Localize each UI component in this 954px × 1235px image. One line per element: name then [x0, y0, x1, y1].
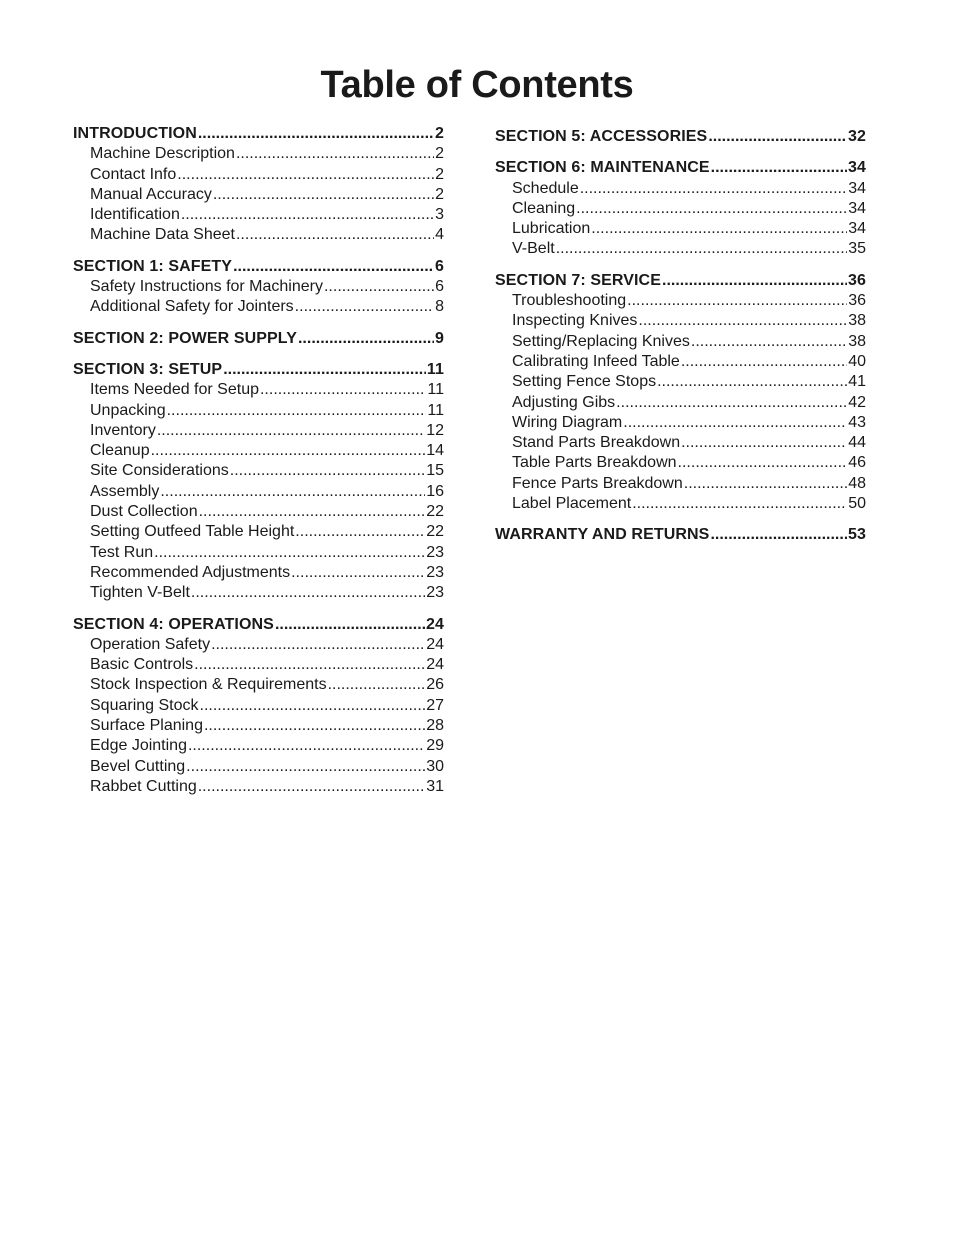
page-number: 11 [427, 381, 444, 399]
toc-entry-stock-inspection-requirements[interactable] [73, 675, 444, 695]
page-number: 23 [426, 584, 444, 602]
page-number: 43 [848, 413, 866, 431]
entry-label: Lubrication [512, 220, 591, 238]
page-number: 24 [426, 635, 444, 653]
toc-entry-setting-replacing-knives[interactable] [495, 332, 866, 352]
page-number: 34 [848, 179, 866, 197]
toc-entry-lubrication[interactable] [495, 219, 866, 239]
toc-entry-basic-controls[interactable] [73, 655, 444, 675]
toc-entry-setting-fence-stops[interactable] [495, 372, 866, 392]
page-number: 35 [848, 240, 866, 258]
dot-leader [556, 239, 848, 259]
page-number: 40 [848, 352, 866, 370]
page-number: 12 [426, 421, 444, 439]
dot-leader [199, 502, 426, 522]
toc-entry-operation-safety[interactable] [73, 635, 444, 655]
dot-leader [657, 372, 847, 392]
section-heading: SECTION 1: SAFETY [73, 257, 233, 275]
page-number: 41 [848, 373, 866, 391]
dot-leader [236, 144, 434, 164]
entry-label: Inspecting Knives [512, 312, 638, 330]
toc-section-group [73, 615, 444, 798]
toc-entry-adjusting-gibs[interactable] [495, 393, 866, 413]
dot-leader [616, 393, 847, 413]
entry-label: Test Run [90, 543, 154, 561]
toc-section-section-1-safety[interactable] [73, 257, 444, 277]
page-number: 15 [426, 462, 444, 480]
entry-label: Contact Info [90, 165, 177, 183]
page-number: 2 [435, 125, 444, 142]
toc-entry-contact-info[interactable] [73, 165, 444, 185]
toc-section-section-6-maintenance[interactable] [495, 158, 866, 178]
toc-entry-inventory[interactable] [73, 421, 444, 441]
entry-label: Schedule [512, 179, 579, 197]
dot-leader [298, 329, 434, 349]
page-number: 9 [435, 329, 444, 347]
dot-leader [591, 219, 847, 239]
dot-leader [662, 271, 847, 291]
page-number: 50 [848, 495, 866, 513]
dot-leader [200, 696, 426, 716]
entry-label: Setting/Replacing Knives [512, 332, 690, 350]
entry-label: Wiring Diagram [512, 413, 623, 431]
page-number: 4 [435, 226, 444, 244]
page-number: 24 [426, 615, 444, 633]
page-number: 38 [848, 332, 866, 350]
entry-label: Assembly [90, 482, 160, 500]
toc-section-group [73, 329, 444, 349]
entry-label: Manual Accuracy [90, 185, 212, 203]
entry-label: Cleanup [90, 442, 150, 460]
toc-section-section-4-operations[interactable] [73, 615, 444, 635]
toc-entry-identification[interactable] [73, 205, 444, 225]
dot-leader [638, 311, 847, 331]
dot-leader [691, 332, 847, 352]
entry-label: Operation Safety [90, 635, 211, 653]
page-number: 34 [848, 220, 866, 238]
toc-section-section-3-setup[interactable] [73, 360, 444, 380]
dot-leader [328, 675, 426, 695]
dot-leader [223, 360, 426, 380]
entry-label: Squaring Stock [90, 696, 199, 714]
entry-label: Surface Planing [90, 717, 203, 735]
toc-entry-cleaning[interactable] [495, 199, 866, 219]
dot-leader [167, 401, 427, 421]
dot-leader [154, 543, 425, 563]
page-number: 6 [435, 278, 444, 296]
entry-label: Machine Data Sheet [90, 226, 235, 244]
dot-leader [191, 583, 425, 603]
section-heading: WARRANTY AND RETURNS [495, 526, 710, 544]
dot-leader [681, 433, 847, 453]
toc-section-section-5-accessories[interactable] [495, 127, 866, 147]
entry-label: Fence Parts Breakdown [512, 474, 683, 492]
page-number: 32 [848, 128, 866, 145]
toc-entry-schedule[interactable] [495, 179, 866, 199]
entry-label: Edge Jointing [90, 737, 187, 755]
toc-entry-machine-description[interactable] [73, 144, 444, 164]
dot-leader [157, 421, 425, 441]
toc-entry-tighten-v-belt[interactable] [73, 583, 444, 603]
section-heading: SECTION 2: POWER SUPPLY [73, 329, 297, 347]
entry-label: Stand Parts Breakdown [512, 434, 681, 452]
dot-leader [211, 635, 425, 655]
entry-label: Dust Collection [90, 503, 198, 521]
toc-section-group [495, 525, 866, 545]
dot-leader [177, 165, 434, 185]
toc-entry-squaring-stock[interactable] [73, 696, 444, 716]
dot-leader [632, 494, 847, 514]
dot-leader [233, 257, 434, 277]
toc-entry-wiring-diagram[interactable] [495, 413, 866, 433]
entry-label: Additional Safety for Jointers [90, 298, 294, 316]
entry-label: Items Needed for Setup [90, 381, 259, 399]
page-number: 53 [848, 526, 866, 544]
toc-entry-unpacking[interactable] [73, 401, 444, 421]
page-number: 8 [435, 298, 444, 316]
dot-leader [236, 225, 434, 245]
section-heading: SECTION 3: SETUP [73, 360, 223, 378]
entry-label: Identification [90, 206, 180, 224]
dot-leader [684, 474, 847, 494]
page-number: 2 [435, 185, 444, 203]
toc-section-group [495, 271, 866, 515]
toc-entry-test-run[interactable] [73, 543, 444, 563]
dot-leader [198, 777, 425, 797]
entry-label: Calibrating Infeed Table [512, 352, 680, 370]
toc-section-group [73, 124, 444, 246]
toc-entry-dust-collection[interactable] [73, 502, 444, 522]
page-number: 34 [848, 199, 866, 217]
toc-entry-bevel-cutting[interactable] [73, 757, 444, 777]
entry-label: Cleaning [512, 199, 576, 217]
dot-leader [295, 297, 434, 317]
toc-section-section-2-power-supply[interactable] [73, 329, 444, 349]
entry-label: Label Placement [512, 495, 632, 513]
toc-entry-label-placement[interactable] [495, 494, 866, 514]
entry-label: Setting Fence Stops [512, 373, 657, 391]
page-number: 29 [426, 737, 444, 755]
toc-entry-assembly[interactable] [73, 482, 444, 502]
entry-label: Unpacking [90, 401, 166, 419]
dot-leader [275, 615, 425, 635]
toc-entry-safety-instructions-for-machinery[interactable] [73, 277, 444, 297]
dot-leader [181, 205, 434, 225]
page-number: 26 [426, 676, 444, 694]
page-number: 2 [435, 145, 444, 163]
toc-entry-table-parts-breakdown[interactable] [495, 453, 866, 473]
toc-entry-inspecting-knives[interactable] [495, 311, 866, 331]
page-number: 11 [427, 401, 444, 419]
page-number: 2 [435, 165, 444, 183]
entry-label: Table Parts Breakdown [512, 454, 677, 472]
page-title: Table of Contents [320, 64, 634, 106]
page-number: 34 [848, 159, 866, 177]
entry-label: Recommended Adjustments [90, 563, 291, 581]
entry-label: Setting Outfeed Table Height [90, 523, 295, 541]
section-heading: INTRODUCTION [73, 125, 197, 142]
dot-leader [711, 158, 847, 178]
entry-label: Basic Controls [90, 656, 194, 674]
toc-entry-rabbet-cutting[interactable] [73, 777, 444, 797]
page-number: 3 [435, 206, 444, 224]
dot-leader [678, 453, 848, 473]
toc-entry-items-needed-for-setup[interactable] [73, 380, 444, 400]
toc-entry-site-considerations[interactable] [73, 461, 444, 481]
dot-leader [291, 563, 425, 583]
dot-leader [295, 522, 425, 542]
toc-entry-stand-parts-breakdown[interactable] [495, 433, 866, 453]
page-number: 30 [426, 757, 444, 775]
toc-entry-v-belt[interactable] [495, 239, 866, 259]
dot-leader [576, 199, 847, 219]
toc-section-introduction[interactable] [73, 124, 444, 144]
entry-label: Site Considerations [90, 462, 229, 480]
page-number: 36 [848, 271, 866, 289]
page-number: 22 [426, 523, 444, 541]
toc-section-group [495, 127, 866, 147]
page-number: 28 [426, 717, 444, 735]
toc-entry-surface-planing[interactable] [73, 716, 444, 736]
toc-entry-machine-data-sheet[interactable] [73, 225, 444, 245]
entry-label: Inventory [90, 421, 156, 439]
dot-leader [204, 716, 425, 736]
entry-label: Stock Inspection & Requirements [90, 676, 327, 694]
dot-leader [160, 482, 425, 502]
entry-label: Troubleshooting [512, 292, 627, 310]
dot-leader [260, 380, 426, 400]
page-number: 46 [848, 454, 866, 472]
entry-label: Machine Description [90, 145, 235, 163]
entry-label: Tighten V-Belt [90, 584, 190, 602]
page-number: 11 [426, 360, 444, 378]
toc-entry-edge-jointing[interactable] [73, 736, 444, 756]
dot-leader [324, 277, 434, 297]
page-number: 42 [848, 393, 866, 411]
page-number: 44 [848, 434, 866, 452]
toc-section-section-7-service[interactable] [495, 271, 866, 291]
section-heading: SECTION 6: MAINTENANCE [495, 159, 710, 177]
section-heading: SECTION 5: ACCESSORIES [495, 128, 708, 145]
page-number: 36 [848, 292, 866, 310]
section-heading: SECTION 4: OPERATIONS [73, 615, 274, 633]
toc-section-warranty-and-returns[interactable] [495, 525, 866, 545]
page-number: 38 [848, 312, 866, 330]
dot-leader [230, 461, 425, 481]
entry-label: V-Belt [512, 240, 555, 258]
page-number: 23 [426, 563, 444, 581]
page-number: 14 [426, 442, 444, 460]
dot-leader [710, 525, 847, 545]
page-number: 22 [426, 503, 444, 521]
toc-entry-manual-accuracy[interactable] [73, 185, 444, 205]
page-number: 24 [426, 656, 444, 674]
toc-entry-troubleshooting[interactable] [495, 291, 866, 311]
entry-label: Adjusting Gibs [512, 393, 616, 411]
section-heading: SECTION 7: SERVICE [495, 271, 661, 289]
dot-leader [681, 352, 847, 372]
page-number: 23 [426, 543, 444, 561]
entry-label: Bevel Cutting [90, 757, 186, 775]
dot-leader [188, 736, 425, 756]
toc-section-group [73, 257, 444, 318]
dot-leader [194, 655, 425, 675]
dot-leader [627, 291, 847, 311]
page-number: 31 [426, 777, 444, 795]
page-number: 48 [848, 474, 866, 492]
dot-leader [213, 185, 434, 205]
toc-entry-cleanup[interactable] [73, 441, 444, 461]
toc-entry-fence-parts-breakdown[interactable] [495, 474, 866, 494]
dot-leader [151, 441, 426, 461]
toc-left-column [73, 124, 444, 808]
toc-entry-setting-outfeed-table-height[interactable] [73, 522, 444, 542]
toc-entry-additional-safety-for-jointers[interactable] [73, 297, 444, 317]
page-number: 27 [426, 696, 444, 714]
dot-leader [580, 179, 847, 199]
toc-right-column [495, 127, 866, 557]
dot-leader [623, 413, 847, 433]
toc-entry-recommended-adjustments[interactable] [73, 563, 444, 583]
entry-label: Rabbet Cutting [90, 777, 197, 795]
dot-leader [708, 127, 847, 147]
page-number: 16 [426, 482, 444, 500]
entry-label: Safety Instructions for Machinery [90, 278, 323, 296]
page-number: 6 [435, 257, 444, 275]
toc-section-group [495, 158, 866, 259]
toc-entry-calibrating-infeed-table[interactable] [495, 352, 866, 372]
dot-leader [186, 757, 425, 777]
dot-leader [198, 124, 434, 144]
toc-section-group [73, 360, 444, 604]
